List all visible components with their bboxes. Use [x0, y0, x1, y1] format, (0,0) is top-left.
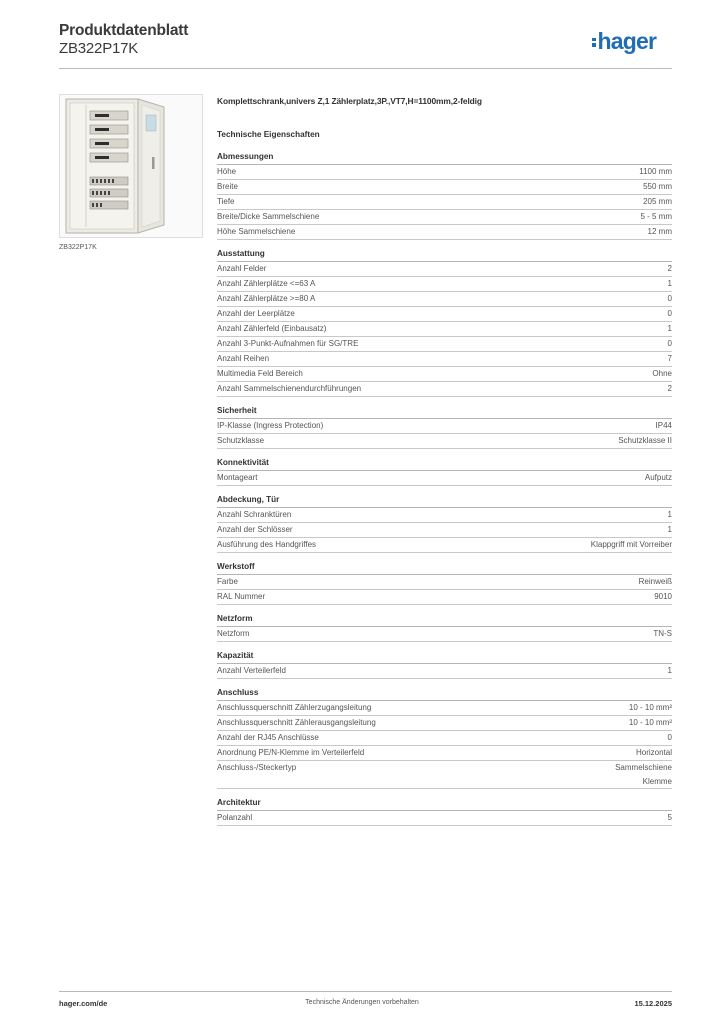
- spec-label: Anschlussquerschnitt Zählerausgangsleitung: [217, 718, 376, 727]
- spec-sections: [217, 152, 672, 826]
- spec-label: Höhe: [217, 167, 237, 176]
- spec-row: [217, 195, 672, 210]
- spec-label: Tiefe: [217, 197, 235, 206]
- spec-value: TN-S: [653, 629, 672, 638]
- spec-row: [217, 262, 672, 277]
- spec-value: 1: [667, 666, 672, 675]
- spec-row: [217, 352, 672, 367]
- spec-row: [217, 811, 672, 826]
- spec-section: [217, 495, 672, 553]
- section-title: Ausstattung: [217, 249, 672, 262]
- spec-value: IP44: [655, 421, 672, 430]
- spec-row: [217, 292, 672, 307]
- spec-row: [217, 523, 672, 538]
- spec-label: Anzahl Schranktüren: [217, 510, 292, 519]
- spec-label: Anschlussquerschnitt Zählerzugangsleitung: [217, 703, 372, 712]
- footer-disclaimer: Technische Änderungen vorbehalten: [305, 999, 419, 1006]
- spec-row: [217, 627, 672, 642]
- logo-text: hager: [597, 27, 657, 54]
- spec-label: Anzahl Sammelschienendurchführungen: [217, 384, 362, 393]
- footer-date: 15.12.2025: [634, 999, 672, 1008]
- spec-section: [217, 688, 672, 789]
- spec-label: Anzahl Zählerplätze >=80 A: [217, 294, 316, 303]
- footer-divider: [59, 991, 672, 992]
- spec-value: Klappgriff mit Vorreiber: [590, 540, 672, 549]
- spec-row: [217, 508, 672, 523]
- spec-value: 5 - 5 mm: [640, 212, 672, 221]
- spec-label: Anzahl Verteilerfeld: [217, 666, 286, 675]
- section-title: Kapazität: [217, 651, 672, 664]
- spec-row: [217, 210, 672, 225]
- spec-label: Breite/Dicke Sammelschiene: [217, 212, 320, 221]
- spec-row: [217, 731, 672, 746]
- spec-value: 550 mm: [643, 182, 672, 191]
- product-code: ZB322P17K: [59, 40, 139, 57]
- spec-section: [217, 562, 672, 605]
- spec-section: [217, 458, 672, 486]
- section-title: Anschluss: [217, 688, 672, 701]
- spec-label: Anzahl Zählerplätze <=63 A: [217, 279, 316, 288]
- spec-row: [217, 434, 672, 449]
- spec-row: [217, 277, 672, 292]
- spec-label: Anzahl der Schlösser: [217, 525, 293, 534]
- spec-row: [217, 165, 672, 180]
- spec-row: [217, 180, 672, 195]
- section-title: Konnektivität: [217, 458, 672, 471]
- spec-value: Horizontal: [635, 748, 672, 757]
- spec-label: Anzahl Zählerfeld (Einbausatz): [217, 324, 327, 333]
- product-description: Komplettschrank,univers Z,1 Zählerplatz,3P.,VT7,H=1100mm,2-feldig: [217, 96, 482, 106]
- spec-row: [217, 538, 672, 553]
- spec-row: [217, 746, 672, 761]
- section-title: Architektur: [217, 798, 672, 811]
- header-divider: [59, 68, 672, 69]
- spec-label: Farbe: [217, 577, 238, 586]
- spec-value: 1100 mm: [639, 167, 672, 176]
- enclosure-illustration: [60, 95, 202, 237]
- spec-label: Anordnung PE/N-Klemme im Verteilerfeld: [217, 748, 365, 757]
- spec-section: [217, 406, 672, 449]
- section-title: Werkstoff: [217, 562, 672, 575]
- spec-value: 9010: [654, 592, 672, 601]
- section-title: Sicherheit: [217, 406, 672, 419]
- spec-value: 1: [667, 510, 672, 519]
- section-title: Abmessungen: [217, 152, 672, 165]
- spec-value: 2: [667, 384, 672, 393]
- spec-value: Reinweiß: [638, 577, 672, 586]
- spec-section: [217, 614, 672, 642]
- spec-value: 1: [667, 279, 672, 288]
- spec-value: 0: [667, 294, 672, 303]
- spec-label: Polanzahl: [217, 813, 253, 822]
- spec-label: Anzahl der Leerplätze: [217, 309, 295, 318]
- spec-label: Anschluss-/Steckertyp: [217, 763, 297, 772]
- spec-value: 0: [667, 733, 672, 742]
- page-title: Produktdatenblatt: [59, 22, 189, 39]
- section-title: Netzform: [217, 614, 672, 627]
- spec-section: [217, 798, 672, 826]
- spec-label: Schutzklasse: [217, 436, 265, 445]
- footer-website[interactable]: hager.com/de: [59, 999, 108, 1008]
- spec-row: [217, 382, 672, 397]
- spec-row: [217, 761, 672, 789]
- spec-section: [217, 651, 672, 679]
- spec-label: Anzahl Reihen: [217, 354, 270, 363]
- spec-row: [217, 701, 672, 716]
- image-caption: ZB322P17K: [59, 244, 97, 251]
- logo-colon-icon: [592, 38, 596, 47]
- spec-value: 5: [667, 813, 672, 822]
- spec-value: 0: [667, 309, 672, 318]
- section-title: Abdeckung, Tür: [217, 495, 672, 508]
- spec-label: Anzahl Felder: [217, 264, 267, 273]
- technical-properties-heading: Technische Eigenschaften: [217, 130, 320, 139]
- spec-row: [217, 337, 672, 352]
- spec-label: Breite: [217, 182, 238, 191]
- spec-value: 1: [667, 324, 672, 333]
- spec-label: Montageart: [217, 473, 258, 482]
- spec-value: 12 mm: [647, 227, 672, 236]
- spec-row: [217, 716, 672, 731]
- spec-value: 205 mm: [643, 197, 672, 206]
- hager-logo[interactable]: [592, 26, 656, 56]
- spec-content: [217, 96, 672, 835]
- spec-value: Aufputz: [644, 473, 672, 482]
- spec-row: [217, 322, 672, 337]
- spec-value: Ohne: [652, 369, 672, 378]
- spec-row: [217, 419, 672, 434]
- spec-row: [217, 575, 672, 590]
- spec-value: Sammelschiene Klemme: [615, 763, 672, 786]
- spec-label: IP-Klasse (Ingress Protection): [217, 421, 324, 430]
- spec-row: [217, 471, 672, 486]
- spec-value: 1: [667, 525, 672, 534]
- spec-label: Anzahl der RJ45 Anschlüsse: [217, 733, 319, 742]
- spec-section: [217, 249, 672, 397]
- spec-label: Multimedia Feld Bereich: [217, 369, 303, 378]
- spec-row: [217, 590, 672, 605]
- spec-value: Schutzklasse II: [618, 436, 672, 445]
- spec-row: [217, 307, 672, 322]
- spec-label: Anzahl 3-Punkt-Aufnahmen für SG/TRE: [217, 339, 359, 348]
- spec-value: 2: [667, 264, 672, 273]
- spec-section: [217, 152, 672, 240]
- spec-row: [217, 225, 672, 240]
- spec-row: [217, 367, 672, 382]
- product-image: [59, 94, 203, 238]
- spec-label: RAL Nummer: [217, 592, 266, 601]
- spec-value: 10 - 10 mm²: [628, 718, 672, 727]
- spec-label: Ausführung des Handgriffes: [217, 540, 317, 549]
- spec-row: [217, 664, 672, 679]
- spec-label: Höhe Sammelschiene: [217, 227, 296, 236]
- spec-value: 0: [667, 339, 672, 348]
- spec-value: 7: [667, 354, 672, 363]
- spec-value: 10 - 10 mm²: [628, 703, 672, 712]
- spec-label: Netzform: [217, 629, 250, 638]
